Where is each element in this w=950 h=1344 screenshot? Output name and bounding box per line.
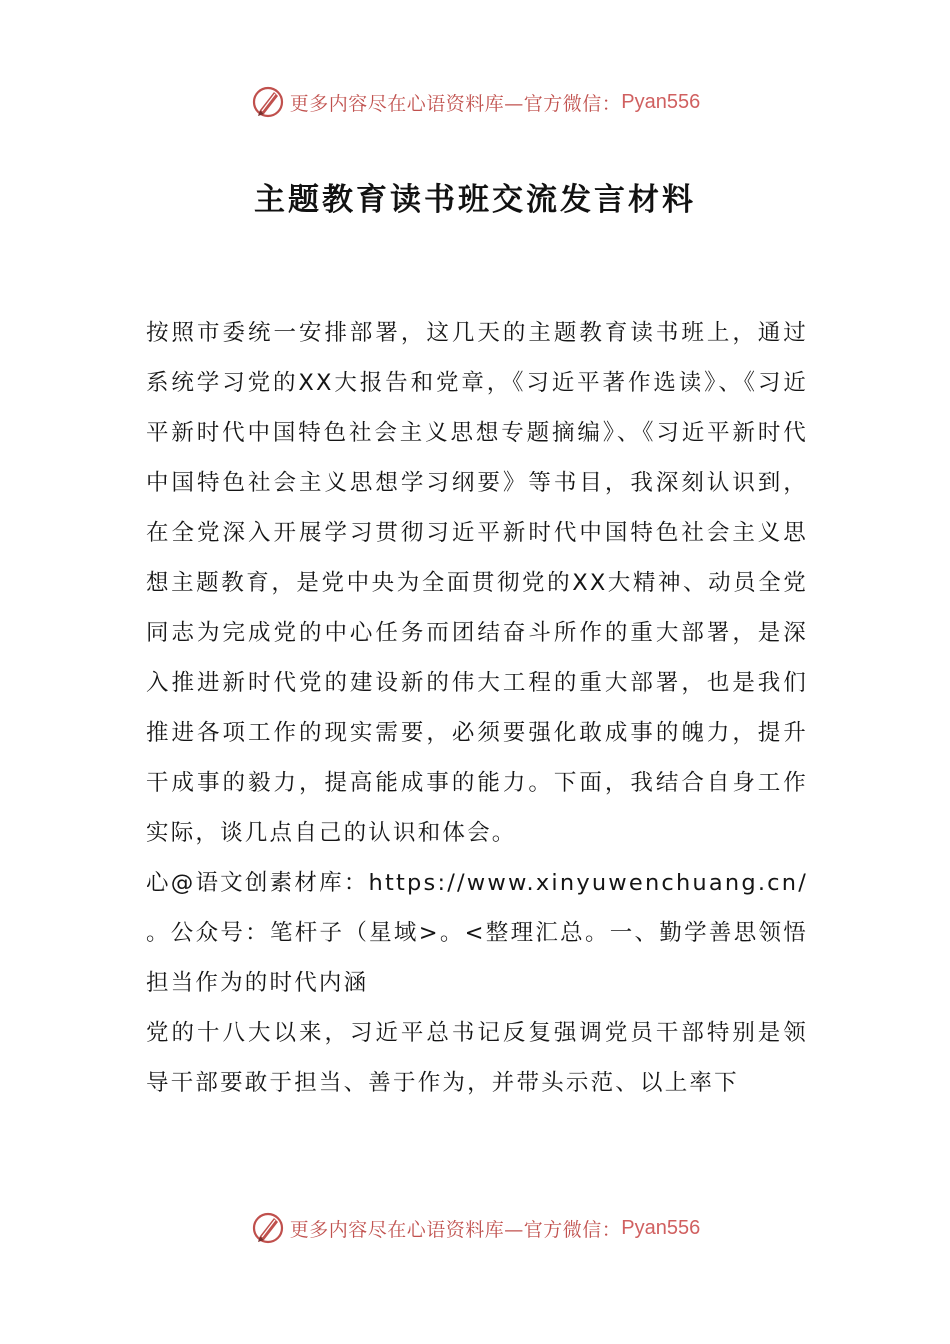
footer-banner-text: 更多内容尽在心语资料库—官方微信：	[289, 1218, 622, 1241]
document-title: 主题教育读书班交流发言材料	[254, 182, 696, 218]
pen-nib-logo-icon	[250, 84, 286, 120]
header-banner-handle: Pyan556	[621, 90, 701, 113]
pen-nib-logo-icon	[250, 1210, 286, 1246]
body-paragraph-1: 按照市委统一安排部署，这几天的主题教育读书班上，通过系统学习党的XX大报告和党章，《习近平著作选读》、《习近平新时代中国特色社会主义思想专题摘编》、《习近平新时代中国特色社会主义思想学习纲要》等书目，我深刻认识到，在全党深入开展学习贯彻习近平新时代中国特色社会主义思想主题教育，是党中央为全面贯彻党的XX大精神、动员全党同志为完成党的中心任务而团结奋斗所作的重大部署，是深入推进新时代党的建设新的伟大工程的重大部署，也是我们推进各项工作的现实需要，必须要强化敢成事的魄力，提升干成事的毅力，提高能成事的能力。下面，我结合自身工作实际，谈几点自己的认识和体会。	[146, 320, 808, 846]
header-banner-text: 更多内容尽在心语资料库—官方微信：	[289, 92, 622, 115]
document-body	[146, 308, 808, 1108]
footer-banner-handle: Pyan556	[621, 1216, 701, 1239]
footer-banner	[0, 1208, 950, 1248]
body-paragraph-3: 党的十八大以来，习近平总书记反复强调党员干部特别是领导干部要敢于担当、善于作为，并带头示范、以上率下	[146, 1020, 808, 1096]
body-paragraph-2: 心@语文创素材库：https://www.xinyuwenchuang.cn/。公众号：笔杆子（星域>。<整理汇总。一、勤学善思领悟担当作为的时代内涵	[146, 870, 808, 996]
header-banner	[0, 82, 950, 122]
